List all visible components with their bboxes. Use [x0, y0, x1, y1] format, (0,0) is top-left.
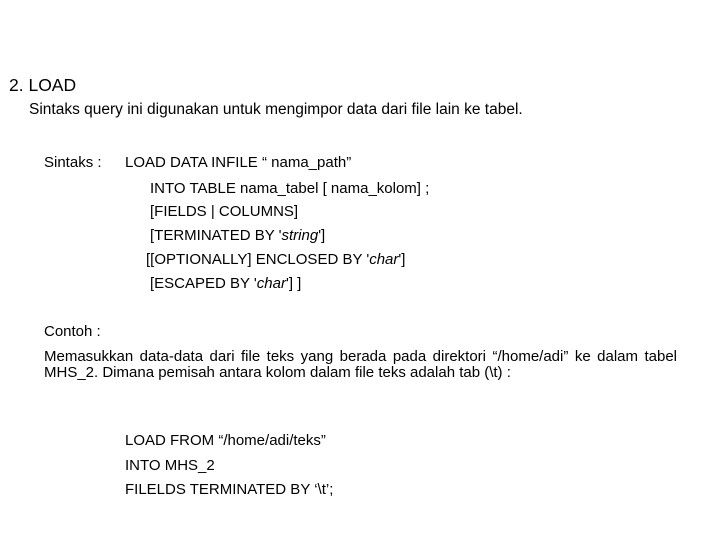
syntax-label: Sintaks :: [44, 154, 102, 171]
syntax-line: [[OPTIONALLY] ENCLOSED BY 'char']: [146, 251, 406, 268]
example-paragraph: Memasukkan data-data dari file teks yang berada pada direktori “/home/adi” ke dalam tabel MHS_2. Dimana pemisah antara kolom dalam file teks adalah tab (\t) :: [44, 348, 677, 382]
section-heading: 2. LOAD: [9, 75, 77, 95]
example-code-line: LOAD FROM “/home/adi/teks”: [125, 432, 326, 449]
syntax-line: [FIELDS | COLUMNS]: [150, 203, 299, 220]
syntax-line: [ESCAPED BY 'char'] ]: [150, 275, 302, 292]
example-code-line: INTO MHS_2: [125, 457, 215, 474]
syntax-line: [TERMINATED BY 'string']: [150, 227, 326, 244]
example-code-line: FILELDS TERMINATED BY ‘\t’;: [125, 481, 334, 498]
syntax-line: LOAD DATA INFILE “ nama_path”: [125, 154, 352, 171]
syntax-line: INTO TABLE nama_tabel [ nama_kolom] ;: [150, 180, 430, 197]
example-label: Contoh :: [44, 323, 101, 340]
section-description: Sintaks query ini digunakan untuk mengimpor data dari file lain ke tabel.: [29, 101, 523, 118]
